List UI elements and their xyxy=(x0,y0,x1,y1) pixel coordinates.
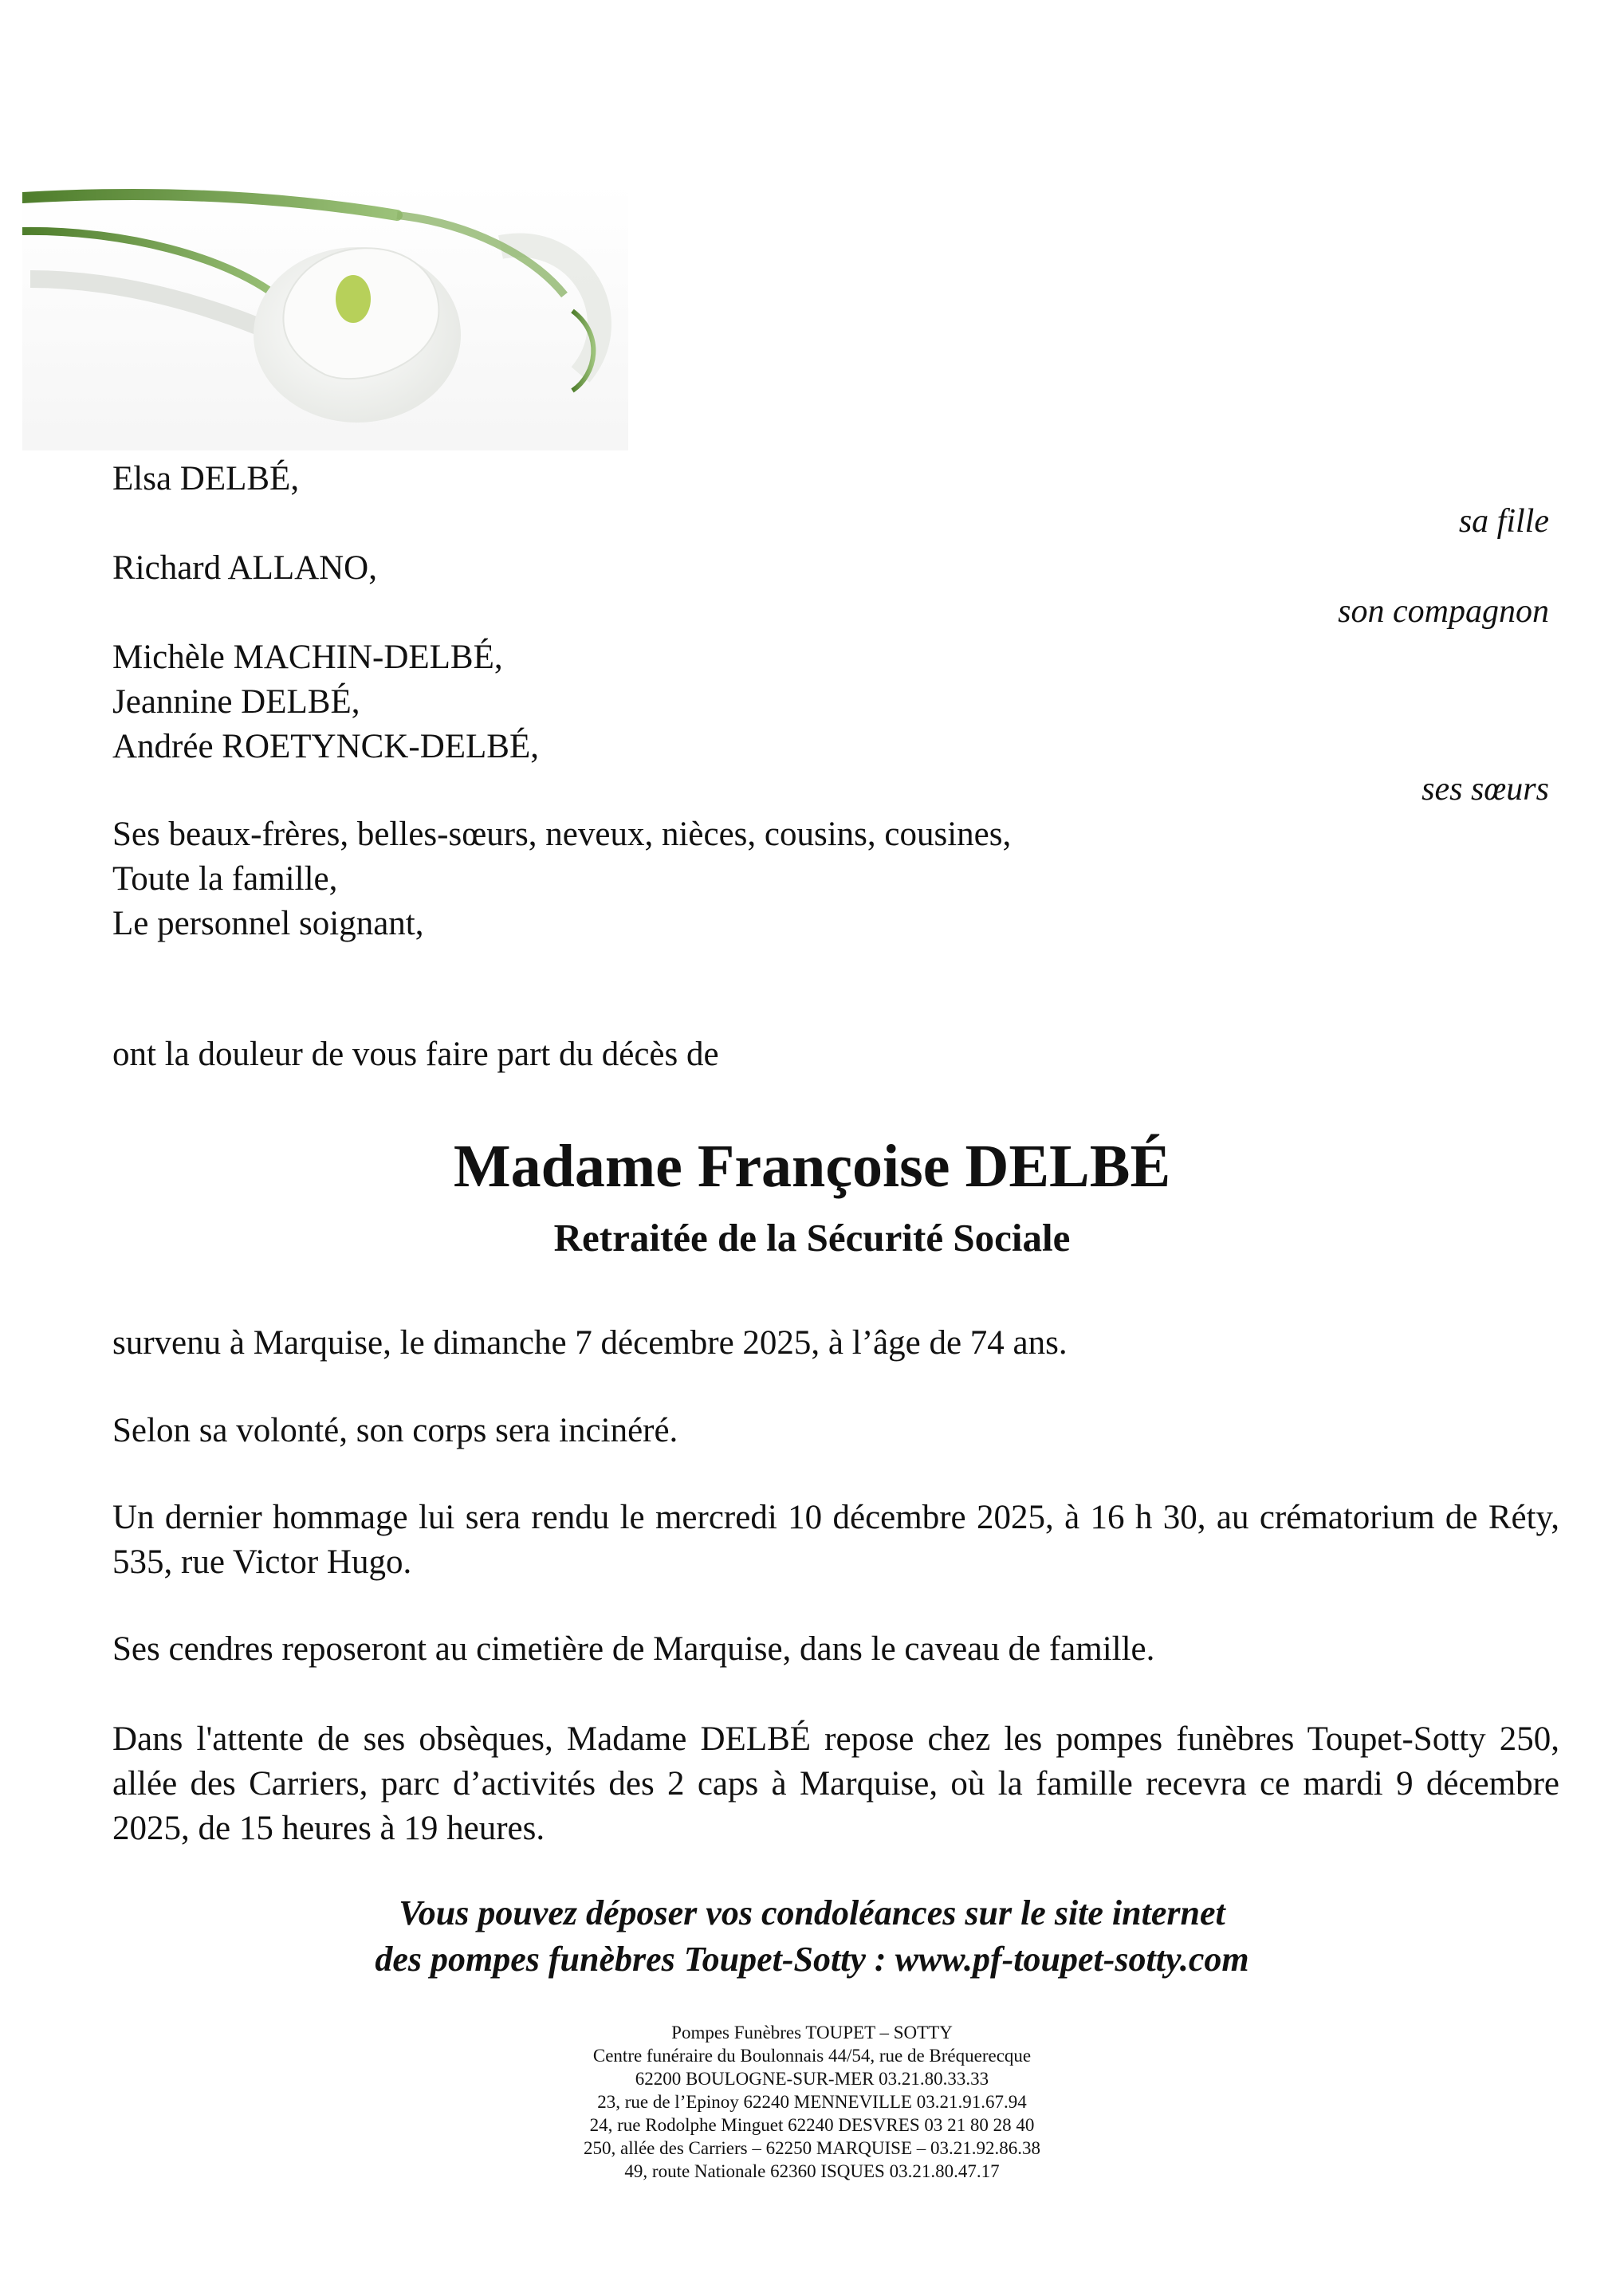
funeral-home-footer xyxy=(0,2021,1624,2183)
footer-line: Pompes Funèbres TOUPET – SOTTY xyxy=(671,2023,953,2042)
family-sister-name: Andrée ROETYNCK-DELBÉ, xyxy=(112,728,540,765)
calla-lily-illustration xyxy=(22,136,628,450)
family-companion-name: Richard ALLANO, xyxy=(112,549,377,587)
family-others-line: Le personnel soignant, xyxy=(112,905,424,942)
condolences-line: des pompes funèbres Toupet-Sotty : www.pf-toupet-sotty.com xyxy=(375,1940,1249,1979)
family-sister-name: Michèle MACHIN-DELBÉ, xyxy=(112,639,503,676)
wish-details: Selon sa volonté, son corps sera incinéré. xyxy=(112,1412,678,1449)
rest-details: Dans l'attente de ses obsèques, Madame DELBÉ repose chez les pompes funèbres Toupet-Sotty 250, allée des Carriers, parc d’activités des 2 caps à Marquise, où la famille recevra ce mardi 9 décembre 2025, de 15 heures à 19 heures. xyxy=(112,1720,1559,1847)
deceased-name: Madame Françoise DELBÉ xyxy=(453,1133,1171,1200)
announcement-text: ont la douleur de vous faire part du décès de xyxy=(112,1036,719,1073)
family-others-line: Toute la famille, xyxy=(112,860,338,898)
family-daughter-name: Elsa DELBÉ, xyxy=(112,460,300,497)
death-details: survenu à Marquise, le dimanche 7 décembre 2025, à l’âge de 74 ans. xyxy=(112,1324,1068,1362)
family-others-line: Ses beaux-frères, belles-sœurs, neveux, nièces, cousins, cousines, xyxy=(112,816,1012,853)
family-companion-role: son compagnon xyxy=(1338,593,1549,630)
ashes-details: Ses cendres reposeront au cimetière de Marquise, dans le caveau de famille. xyxy=(112,1630,1155,1668)
tribute-details: Un dernier hommage lui sera rendu le mercredi 10 décembre 2025, à 16 h 30, au crématorium de Réty, 535, rue Victor Hugo. xyxy=(112,1499,1559,1581)
deceased-title: Retraitée de la Sécurité Sociale xyxy=(553,1216,1071,1260)
footer-line: 62200 BOULOGNE-SUR-MER 03.21.80.33.33 xyxy=(635,2069,989,2089)
footer-line: 49, route Nationale 62360 ISQUES 03.21.80.47.17 xyxy=(624,2161,1000,2181)
footer-line: 23, rue de l’Epinoy 62240 MENNEVILLE 03.21.91.67.94 xyxy=(597,2092,1027,2112)
family-daughter-role: sa fille xyxy=(1458,503,1549,540)
family-sister-name: Jeannine DELBÉ, xyxy=(112,683,360,721)
condolences-line: Vous pouvez déposer vos condoléances sur le site internet xyxy=(399,1893,1225,1932)
family-sisters-role: ses sœurs xyxy=(1421,771,1549,808)
footer-line: 250, allée des Carriers – 62250 MARQUISE – 03.21.92.86.38 xyxy=(583,2138,1040,2158)
footer-line: 24, rue Rodolphe Minguet 62240 DESVRES 03 21 80 28 40 xyxy=(589,2115,1035,2135)
footer-line: Centre funéraire du Boulonnais 44/54, rue de Bréquerecque xyxy=(592,2046,1032,2066)
